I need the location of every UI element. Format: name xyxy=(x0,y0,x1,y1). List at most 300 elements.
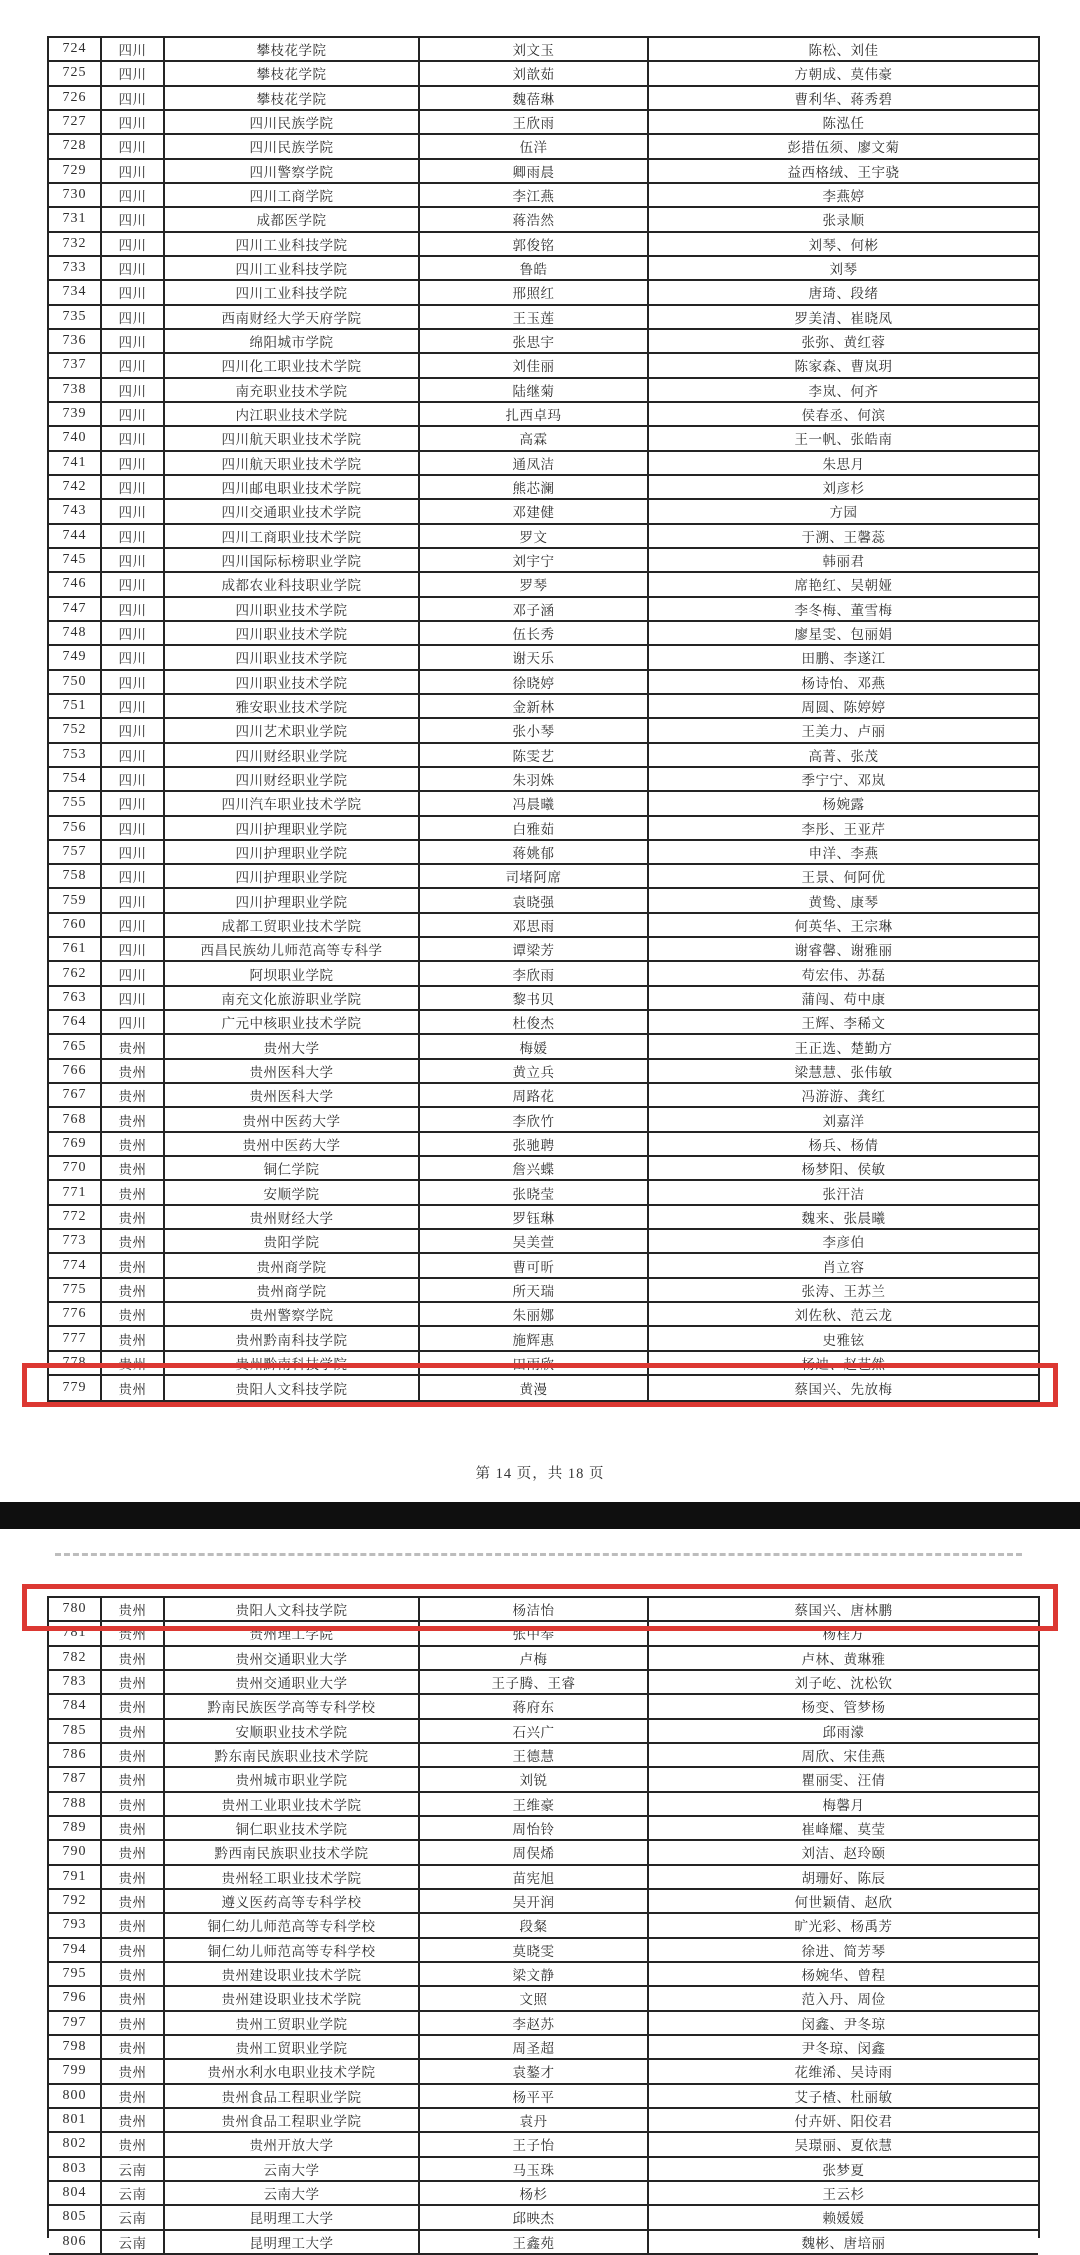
table-row xyxy=(49,987,1038,1011)
table-row xyxy=(49,1987,1038,2011)
table-row xyxy=(49,646,1038,670)
cell-school: 安顺职业技术学院 xyxy=(165,1720,420,1742)
table-row xyxy=(49,1914,1038,1938)
cell-student: 谢天乐 xyxy=(420,646,649,668)
cell-advisors: 王正选、楚勤方 xyxy=(794,1040,893,1056)
cell-province: 四川 xyxy=(102,500,165,522)
cell-school: 安顺学院 xyxy=(165,1181,420,1203)
cell-advisors: 瞿丽雯、汪倩 xyxy=(801,1773,886,1789)
cell-province: 四川 xyxy=(102,135,165,157)
cell-advisors: 罗美清、崔晓凤 xyxy=(794,310,893,326)
table-row xyxy=(49,38,1038,62)
cell-student: 朱丽娜 xyxy=(420,1303,649,1325)
cell-number: 803 xyxy=(49,2158,102,2180)
cell-province: 四川 xyxy=(102,549,165,571)
cell-student: 苗宪旭 xyxy=(420,1866,649,1888)
cell-student: 扎西卓玛 xyxy=(420,403,649,425)
cell-number: 725 xyxy=(49,62,102,84)
cell-province: 贵州 xyxy=(102,1914,165,1936)
cell-school: 广元中核职业技术学院 xyxy=(165,1011,420,1033)
cell-student: 刘文玉 xyxy=(420,38,649,60)
cell-advisors: 闵鑫、尹冬琼 xyxy=(801,2016,886,2032)
cell-student: 郭俊铭 xyxy=(420,233,649,255)
cell-number: 762 xyxy=(49,962,102,984)
cell-advisors: 蔡国兴、先放梅 xyxy=(794,1382,893,1398)
cell-number: 793 xyxy=(49,1914,102,1936)
cell-school: 成都农业科技职业学院 xyxy=(165,573,420,595)
cell-school: 内江职业技术学院 xyxy=(165,403,420,425)
cell-student: 刘宇宁 xyxy=(420,549,649,571)
cell-school: 成都工贸职业技术学院 xyxy=(165,914,420,936)
table-row xyxy=(49,500,1038,524)
cell-province: 四川 xyxy=(102,208,165,230)
cell-advisors: 胡珊好、陈辰 xyxy=(801,1870,886,1886)
cell-province: 四川 xyxy=(102,744,165,766)
cell-advisors: 徐进、简芳琴 xyxy=(801,1943,886,1959)
cell-student: 田雨欣 xyxy=(420,1352,649,1374)
cell-advisors: 朱思月 xyxy=(822,456,865,472)
table-row xyxy=(49,2231,1038,2255)
cell-number: 798 xyxy=(49,2036,102,2058)
cell-student: 李欣雨 xyxy=(420,962,649,984)
cell-student: 吴美萱 xyxy=(420,1230,649,1252)
cell-student: 罗钰琳 xyxy=(420,1206,649,1228)
cell-advisors: 曹利华、蒋秀碧 xyxy=(794,91,893,107)
cell-number: 777 xyxy=(49,1327,102,1349)
cell-number: 735 xyxy=(49,306,102,328)
cell-advisors: 刘琴、何彬 xyxy=(808,237,879,253)
cell-province: 四川 xyxy=(102,622,165,644)
cell-student: 邓建健 xyxy=(420,500,649,522)
cell-province: 四川 xyxy=(102,257,165,279)
page-separator-bar xyxy=(0,1502,1080,1529)
cell-student: 张驰聘 xyxy=(420,1133,649,1155)
table-row xyxy=(49,841,1038,865)
table-row xyxy=(49,1279,1038,1303)
cell-advisors: 彭措伍须、廖文菊 xyxy=(787,140,900,156)
cell-school: 贵州黔南科技学院 xyxy=(165,1327,420,1349)
cell-province: 四川 xyxy=(102,889,165,911)
cell-number: 784 xyxy=(49,1695,102,1717)
cell-advisors: 周圆、陈婷婷 xyxy=(801,700,886,716)
cell-province: 四川 xyxy=(102,962,165,984)
cell-student: 王鑫苑 xyxy=(420,2231,649,2253)
cell-province: 贵州 xyxy=(102,1327,165,1349)
cell-school: 攀枝花学院 xyxy=(165,62,420,84)
cell-number: 791 xyxy=(49,1866,102,1888)
cell-province: 贵州 xyxy=(102,1181,165,1203)
cell-student: 李欣竹 xyxy=(420,1108,649,1130)
cell-province: 贵州 xyxy=(102,1133,165,1155)
table-row xyxy=(49,62,1038,86)
cell-student: 袁鏊才 xyxy=(420,2060,649,2082)
cell-advisors: 季宁宁、邓岚 xyxy=(801,773,886,788)
cell-advisors: 刘嘉洋 xyxy=(822,1113,865,1129)
cell-school: 贵州商学院 xyxy=(165,1254,420,1276)
cell-student: 黄立兵 xyxy=(420,1060,649,1082)
cell-number: 806 xyxy=(49,2231,102,2253)
cell-province: 四川 xyxy=(102,938,165,960)
cell-number: 726 xyxy=(49,87,102,109)
cell-advisors: 王美力、卢丽 xyxy=(801,724,886,740)
cell-number: 779 xyxy=(49,1376,102,1400)
cell-advisors: 李彤、王亚芹 xyxy=(801,821,886,837)
cell-province: 贵州 xyxy=(102,1279,165,1301)
table-row xyxy=(49,1133,1038,1157)
cell-number: 737 xyxy=(49,354,102,376)
cell-province: 四川 xyxy=(102,427,165,449)
cell-province: 贵州 xyxy=(102,1890,165,1912)
cell-student: 蒋姚郁 xyxy=(420,841,649,863)
cell-student: 罗文 xyxy=(420,525,649,547)
cell-province: 贵州 xyxy=(102,1084,165,1106)
cell-advisors: 杨迪、赵艺然 xyxy=(801,1356,886,1372)
cell-province: 四川 xyxy=(102,987,165,1009)
cell-student: 邓思雨 xyxy=(420,914,649,936)
cell-province: 贵州 xyxy=(102,1744,165,1766)
cell-school: 成都医学院 xyxy=(165,208,420,230)
faint-table-top-edge xyxy=(55,1553,1022,1556)
cell-number: 765 xyxy=(49,1035,102,1057)
cell-student: 高霖 xyxy=(420,427,649,449)
cell-student: 伍长秀 xyxy=(420,622,649,644)
cell-advisors: 侯春丞、何滨 xyxy=(801,408,886,424)
cell-student: 梁文静 xyxy=(420,1963,649,1985)
cell-advisors: 蔡国兴、唐林鹏 xyxy=(794,1603,893,1619)
cell-advisors: 陈泓任 xyxy=(822,116,865,132)
cell-student: 王维豪 xyxy=(420,1793,649,1815)
page-number-footer: 第 14 页，共 18 页 xyxy=(475,1466,605,1482)
cell-number: 729 xyxy=(49,160,102,182)
cell-number: 748 xyxy=(49,622,102,644)
cell-school: 雅安职业技术学院 xyxy=(165,695,420,717)
cell-number: 739 xyxy=(49,403,102,425)
cell-number: 782 xyxy=(49,1647,102,1669)
cell-school: 四川警察学院 xyxy=(165,160,420,182)
results-table-page-14 xyxy=(47,36,1040,1402)
cell-school: 黔西南民族职业技术学院 xyxy=(165,1841,420,1863)
cell-school: 四川工业科技学院 xyxy=(165,257,420,279)
table-row xyxy=(49,865,1038,889)
cell-advisors: 魏彬、唐培丽 xyxy=(801,2235,886,2251)
cell-province: 贵州 xyxy=(102,1963,165,1985)
cell-advisors: 魏来、张晨曦 xyxy=(801,1210,886,1226)
cell-school: 四川工商职业技术学院 xyxy=(165,525,420,547)
cell-school: 攀枝花学院 xyxy=(165,38,420,60)
cell-student: 邢照红 xyxy=(420,281,649,303)
cell-province: 贵州 xyxy=(102,1793,165,1815)
cell-province: 四川 xyxy=(102,354,165,376)
cell-school: 贵州工业职业技术学院 xyxy=(165,1793,420,1815)
cell-school: 四川航天职业技术学院 xyxy=(165,452,420,474)
cell-number: 767 xyxy=(49,1084,102,1106)
table-row xyxy=(49,1939,1038,1963)
cell-number: 741 xyxy=(49,452,102,474)
cell-number: 764 xyxy=(49,1011,102,1033)
cell-advisors: 方朝成、莫伟豪 xyxy=(794,67,893,83)
table-row xyxy=(49,1647,1038,1671)
table-row xyxy=(49,1084,1038,1108)
cell-number: 734 xyxy=(49,281,102,303)
cell-student: 杨洁怡 xyxy=(420,1598,649,1620)
cell-school: 遵义医药高等专科学校 xyxy=(165,1890,420,1912)
table-row xyxy=(49,1890,1038,1914)
table-row xyxy=(49,452,1038,476)
cell-school: 贵州水利水电职业技术学院 xyxy=(165,2060,420,2082)
cell-advisors: 旷光彩、杨禹芳 xyxy=(794,1919,893,1935)
cell-school: 四川职业技术学院 xyxy=(165,671,420,693)
cell-province: 云南 xyxy=(102,2231,165,2253)
cell-province: 四川 xyxy=(102,792,165,814)
cell-number: 788 xyxy=(49,1793,102,1815)
table-row xyxy=(49,354,1038,378)
cell-number: 750 xyxy=(49,671,102,693)
cell-number: 727 xyxy=(49,111,102,133)
cell-student: 白雅茹 xyxy=(420,817,649,839)
cell-school: 铜仁学院 xyxy=(165,1157,420,1179)
cell-number: 787 xyxy=(49,1768,102,1790)
cell-student: 卢梅 xyxy=(420,1647,649,1669)
table-row xyxy=(49,525,1038,549)
cell-province: 四川 xyxy=(102,525,165,547)
cell-school: 贵州开放大学 xyxy=(165,2133,420,2155)
cell-province: 四川 xyxy=(102,111,165,133)
cell-province: 贵州 xyxy=(102,1671,165,1693)
cell-province: 四川 xyxy=(102,841,165,863)
table-row xyxy=(49,962,1038,986)
cell-number: 761 xyxy=(49,938,102,960)
table-row xyxy=(49,2036,1038,2060)
cell-school: 四川财经职业学院 xyxy=(165,768,420,790)
cell-number: 772 xyxy=(49,1206,102,1228)
cell-number: 746 xyxy=(49,573,102,595)
table-row xyxy=(49,1254,1038,1278)
table-row xyxy=(49,719,1038,743)
cell-province: 四川 xyxy=(102,233,165,255)
table-row xyxy=(49,1744,1038,1768)
table-row xyxy=(49,330,1038,354)
cell-school: 贵州商学院 xyxy=(165,1279,420,1301)
cell-province: 贵州 xyxy=(102,1720,165,1742)
cell-student: 杨杉 xyxy=(420,2182,649,2204)
cell-student: 张思宇 xyxy=(420,330,649,352)
cell-province: 四川 xyxy=(102,695,165,717)
table-row xyxy=(49,1866,1038,1890)
cell-school: 绵阳城市学院 xyxy=(165,330,420,352)
cell-province: 四川 xyxy=(102,403,165,425)
cell-school: 贵州工贸职业学院 xyxy=(165,2012,420,2034)
cell-number: 790 xyxy=(49,1841,102,1863)
cell-school: 贵州医科大学 xyxy=(165,1060,420,1082)
cell-number: 760 xyxy=(49,914,102,936)
cell-school: 贵州警察学院 xyxy=(165,1303,420,1325)
cell-province: 四川 xyxy=(102,281,165,303)
cell-number: 763 xyxy=(49,987,102,1009)
cell-province: 四川 xyxy=(102,452,165,474)
cell-province: 贵州 xyxy=(102,1108,165,1130)
table-row xyxy=(49,1060,1038,1084)
table-row xyxy=(49,2085,1038,2109)
cell-province: 贵州 xyxy=(102,2012,165,2034)
cell-advisors: 花维浠、吴诗雨 xyxy=(794,2065,893,2081)
cell-number: 743 xyxy=(49,500,102,522)
cell-advisors: 杨婉华、曾程 xyxy=(801,1968,886,1984)
cell-province: 贵州 xyxy=(102,1376,165,1400)
cell-school: 贵州交通职业大学 xyxy=(165,1647,420,1669)
cell-school: 贵阳人文科技学院 xyxy=(165,1598,420,1620)
cell-advisors: 益西格绒、王宇骁 xyxy=(787,164,900,180)
cell-advisors: 苟宏伟、苏磊 xyxy=(801,967,886,983)
table-row xyxy=(49,476,1038,500)
cell-number: 802 xyxy=(49,2133,102,2155)
cell-advisors: 刘佐秋、范云龙 xyxy=(794,1308,893,1324)
cell-number: 800 xyxy=(49,2085,102,2107)
cell-student: 邱映杰 xyxy=(420,2206,649,2228)
cell-advisors: 杨梦阳、侯敏 xyxy=(801,1162,886,1178)
cell-province: 四川 xyxy=(102,646,165,668)
cell-advisors: 蒲闯、苟中康 xyxy=(801,991,886,1007)
cell-advisors: 方园 xyxy=(829,505,858,521)
table-row xyxy=(49,792,1038,816)
cell-province: 贵州 xyxy=(102,1060,165,1082)
table-row xyxy=(49,1671,1038,1695)
cell-school: 黔南民族医学高等专科学校 xyxy=(165,1695,420,1717)
cell-province: 四川 xyxy=(102,379,165,401)
table-row xyxy=(49,695,1038,719)
cell-school: 四川护理职业学院 xyxy=(165,865,420,887)
cell-advisors: 黄鸷、康琴 xyxy=(808,894,879,910)
cell-number: 805 xyxy=(49,2206,102,2228)
cell-student: 詹兴蝶 xyxy=(420,1157,649,1179)
cell-number: 742 xyxy=(49,476,102,498)
cell-school: 阿坝职业学院 xyxy=(165,962,420,984)
cell-school: 四川护理职业学院 xyxy=(165,889,420,911)
cell-advisors: 周欣、宋佳燕 xyxy=(801,1749,886,1765)
cell-student: 周路花 xyxy=(420,1084,649,1106)
table-row xyxy=(49,889,1038,913)
cell-province: 贵州 xyxy=(102,1598,165,1620)
cell-province: 贵州 xyxy=(102,1254,165,1276)
cell-student: 梅媛 xyxy=(420,1035,649,1057)
table-row xyxy=(49,379,1038,403)
cell-school: 西昌民族幼儿师范高等专科学 xyxy=(165,938,420,960)
cell-student: 文照 xyxy=(420,1987,649,2009)
cell-school: 昆明理工大学 xyxy=(165,2231,420,2253)
cell-province: 贵州 xyxy=(102,2133,165,2155)
cell-student: 所天瑞 xyxy=(420,1279,649,1301)
cell-school: 云南大学 xyxy=(165,2158,420,2180)
cell-advisors: 杨兵、杨倩 xyxy=(808,1137,879,1153)
cell-student: 朱羽姝 xyxy=(420,768,649,790)
cell-advisors: 杨诗怡、邓燕 xyxy=(801,675,886,691)
cell-advisors: 张录顺 xyxy=(822,213,865,229)
cell-school: 四川邮电职业技术学院 xyxy=(165,476,420,498)
cell-student: 袁丹 xyxy=(420,2109,649,2131)
cell-school: 贵州建设职业技术学院 xyxy=(165,1963,420,1985)
cell-student: 周俣烯 xyxy=(420,1841,649,1863)
table-row xyxy=(49,1011,1038,1035)
cell-student: 周怡铃 xyxy=(420,1817,649,1839)
cell-advisors: 席艳红、吴朝娅 xyxy=(794,578,893,594)
cell-number: 796 xyxy=(49,1987,102,2009)
cell-number: 776 xyxy=(49,1303,102,1325)
cell-province: 四川 xyxy=(102,330,165,352)
cell-school: 贵州大学 xyxy=(165,1035,420,1057)
table-row xyxy=(49,135,1038,159)
cell-number: 769 xyxy=(49,1133,102,1155)
cell-student: 邓子涵 xyxy=(420,598,649,620)
cell-student: 张晓莹 xyxy=(420,1181,649,1203)
cell-school: 四川护理职业学院 xyxy=(165,817,420,839)
cell-advisors: 于溯、王馨蕊 xyxy=(801,529,886,545)
cell-number: 758 xyxy=(49,865,102,887)
cell-student: 刘佳丽 xyxy=(420,354,649,376)
cell-province: 贵州 xyxy=(102,1230,165,1252)
table-row xyxy=(49,281,1038,305)
cell-advisors: 梅馨月 xyxy=(822,1797,865,1813)
cell-number: 724 xyxy=(49,38,102,60)
cell-number: 804 xyxy=(49,2182,102,2204)
cell-student: 李江燕 xyxy=(420,184,649,206)
cell-school: 贵州财经大学 xyxy=(165,1206,420,1228)
cell-number: 738 xyxy=(49,379,102,401)
cell-school: 贵州中医药大学 xyxy=(165,1108,420,1130)
cell-number: 770 xyxy=(49,1157,102,1179)
cell-province: 四川 xyxy=(102,184,165,206)
cell-student: 莫晓雯 xyxy=(420,1939,649,1961)
cell-student: 刘锐 xyxy=(420,1768,649,1790)
cell-school: 四川汽车职业技术学院 xyxy=(165,792,420,814)
cell-advisors: 李冬梅、董雪梅 xyxy=(794,602,893,618)
table-row xyxy=(49,306,1038,330)
cell-number: 786 xyxy=(49,1744,102,1766)
cell-number: 766 xyxy=(49,1060,102,1082)
cell-student: 鲁皓 xyxy=(420,257,649,279)
cell-advisors: 卢林、黄琳雅 xyxy=(801,1651,886,1667)
cell-school: 南充职业技术学院 xyxy=(165,379,420,401)
cell-student: 施辉惠 xyxy=(420,1327,649,1349)
table-row xyxy=(49,1327,1038,1351)
table-row xyxy=(49,184,1038,208)
cell-advisors: 范入丹、周俭 xyxy=(801,1992,886,2008)
table-row xyxy=(49,1720,1038,1744)
cell-number: 780 xyxy=(49,1598,102,1620)
cell-province: 贵州 xyxy=(102,1622,165,1644)
cell-school: 四川工商学院 xyxy=(165,184,420,206)
cell-student: 冯晨曦 xyxy=(420,792,649,814)
cell-number: 795 xyxy=(49,1963,102,1985)
cell-school: 贵州食品工程职业学院 xyxy=(165,2085,420,2107)
cell-number: 797 xyxy=(49,2012,102,2034)
cell-school: 四川工业科技学院 xyxy=(165,233,420,255)
cell-student: 蒋府东 xyxy=(420,1695,649,1717)
cell-number: 744 xyxy=(49,525,102,547)
cell-province: 贵州 xyxy=(102,1695,165,1717)
cell-province: 贵州 xyxy=(102,1035,165,1057)
cell-province: 贵州 xyxy=(102,1647,165,1669)
table-row xyxy=(49,1817,1038,1841)
table-row xyxy=(49,914,1038,938)
cell-school: 贵州黔南科技学院 xyxy=(165,1352,420,1374)
cell-school: 贵州医科大学 xyxy=(165,1084,420,1106)
table-row xyxy=(49,1695,1038,1719)
table-row xyxy=(49,768,1038,792)
cell-advisors: 何英华、王宗琳 xyxy=(794,918,893,934)
cell-student: 曹可昕 xyxy=(420,1254,649,1276)
cell-student: 熊芯澜 xyxy=(420,476,649,498)
cell-advisors: 刘琴 xyxy=(829,262,858,278)
table-row xyxy=(49,1622,1038,1646)
